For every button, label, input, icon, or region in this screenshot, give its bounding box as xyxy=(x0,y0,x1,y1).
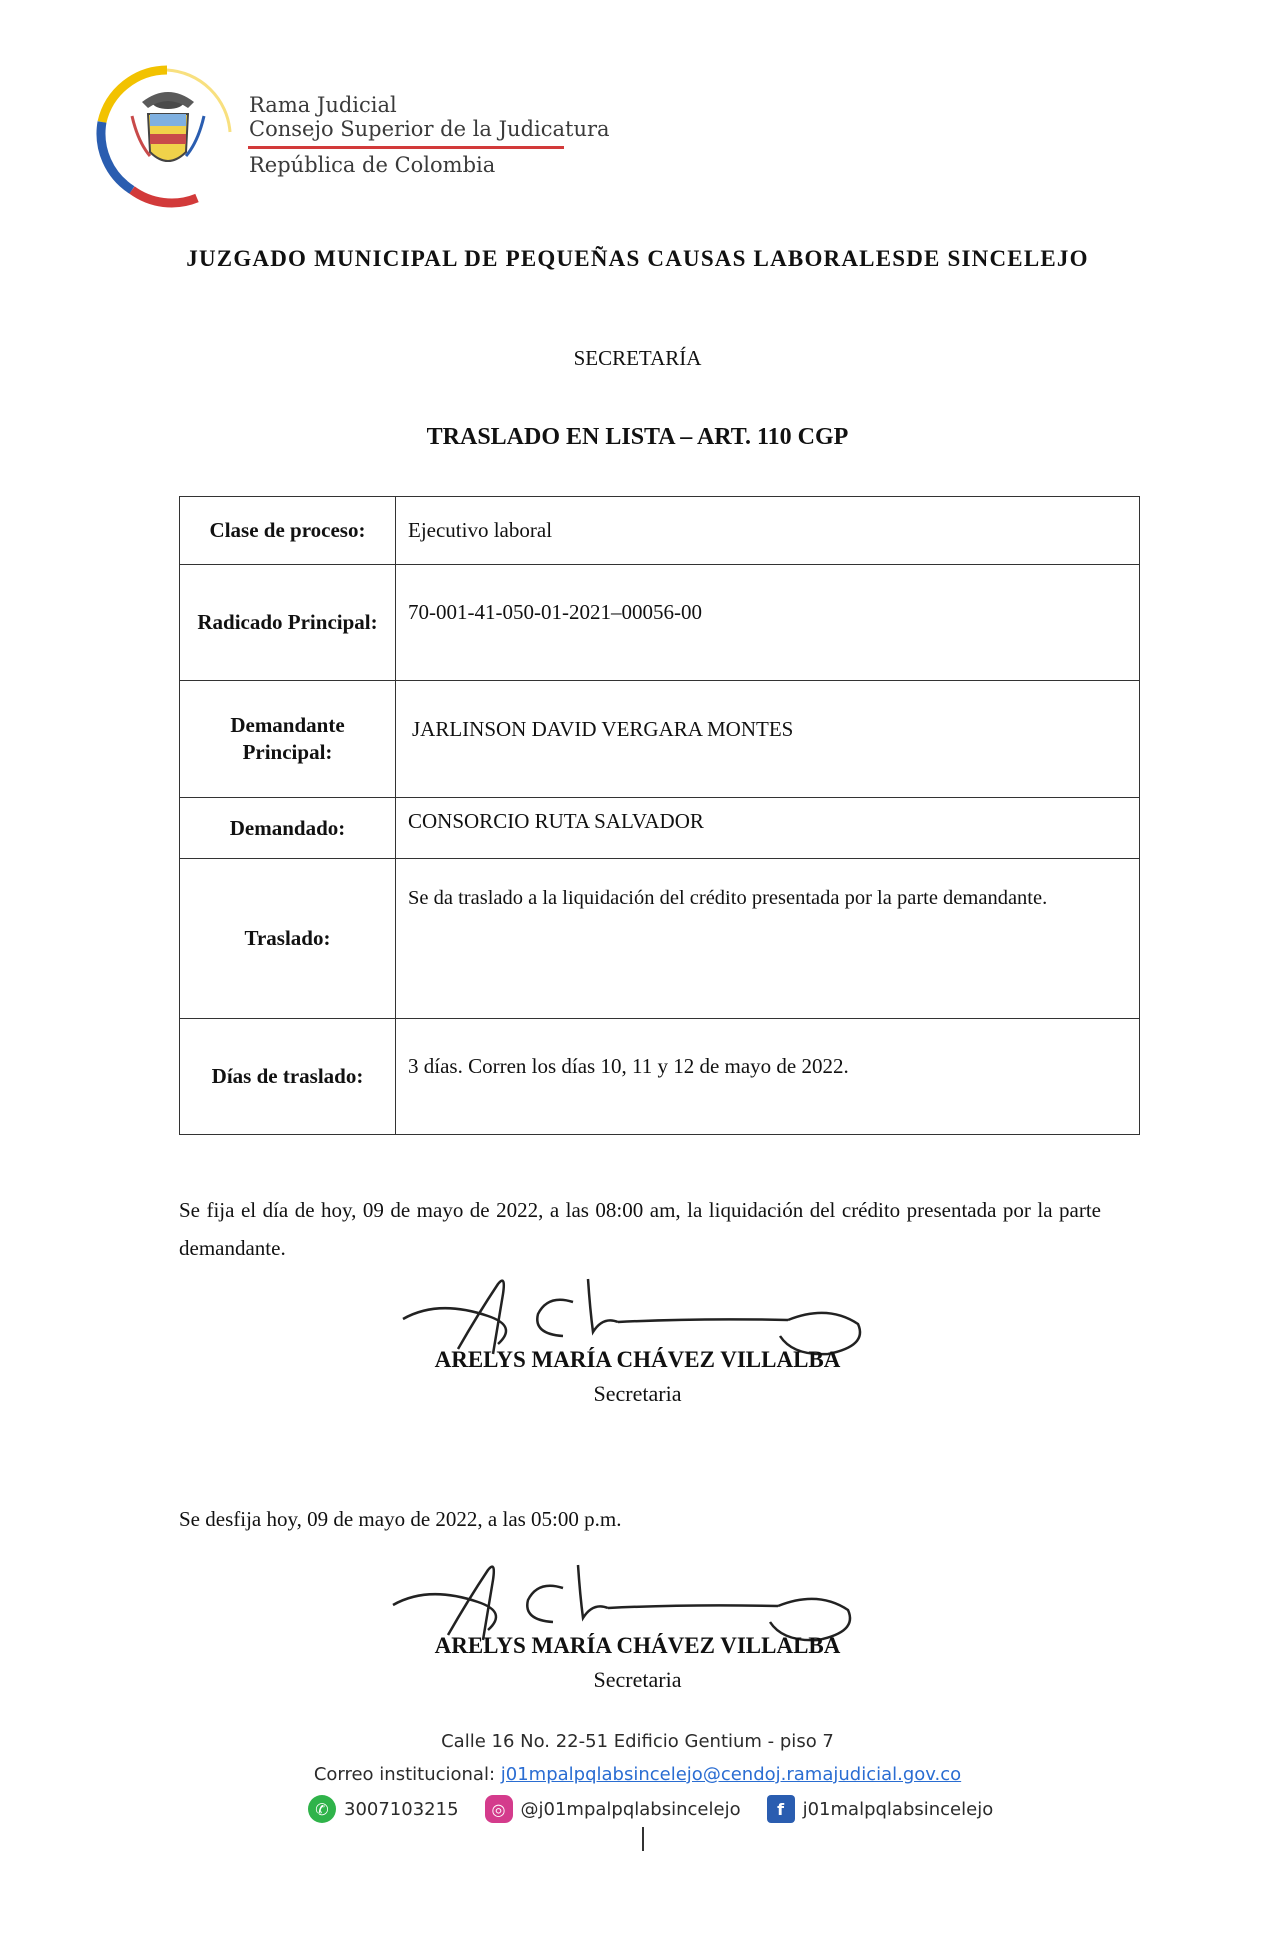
footer-whatsapp-number: 3007103215 xyxy=(344,1798,459,1820)
table-row xyxy=(180,859,1140,1019)
table-row xyxy=(180,1019,1140,1135)
document-title: TRASLADO EN LISTA – ART. 110 CGP xyxy=(426,424,849,450)
footer-email-label: Correo institucional: xyxy=(313,1764,496,1785)
value-text: JARLINSON DAVID VERGARA MONTES xyxy=(412,717,794,741)
row-label-demandado: Demandado: xyxy=(180,798,396,859)
text-cursor-mark xyxy=(642,1827,644,1851)
row-value-radicado xyxy=(396,565,1140,681)
row-value-dias xyxy=(396,1019,1140,1135)
value-text: Se da traslado a la liquidación del crédito presentada por la parte demandante. xyxy=(408,887,1048,909)
table-row xyxy=(180,798,1140,859)
row-value-traslado xyxy=(396,859,1140,1019)
row-value-clase xyxy=(396,497,1140,565)
row-label-dias: Días de traslado: xyxy=(180,1019,396,1135)
facebook-icon: f xyxy=(767,1795,795,1823)
value-text: Ejecutivo laboral xyxy=(408,518,553,542)
footer-address: Calle 16 No. 22-51 Edificio Gentium - piso 7 xyxy=(441,1731,834,1752)
case-details-table xyxy=(179,496,1140,1135)
logo-text-rama-judicial: Rama Judicial xyxy=(249,93,397,117)
signatory-name: ARELYS MARÍA CHÁVEZ VILLALBA xyxy=(434,1633,841,1658)
value-text: 70-001-41-050-01-2021–00056-00 xyxy=(408,600,702,624)
footer-email-line xyxy=(300,1764,975,1785)
value-text: CONSORCIO RUTA SALVADOR xyxy=(408,809,704,833)
row-label-clase: Clase de proceso: xyxy=(180,497,396,565)
court-name: JUZGADO MUNICIPAL DE PEQUEÑAS CAUSAS LABORALESDE SINCELEJO xyxy=(186,246,1089,271)
row-label-radicado: Radicado Principal: xyxy=(180,565,396,681)
desfijacion-paragraph: Se desfija hoy, 09 de mayo de 2022, a las 05:00 p.m. xyxy=(179,1507,622,1531)
whatsapp-icon: ✆ xyxy=(308,1795,336,1823)
signatory-role: Secretaria xyxy=(593,1667,682,1692)
logo-text-consejo: Consejo Superior de la Judicatura xyxy=(249,117,610,141)
row-label-traslado: Traslado: xyxy=(180,859,396,1019)
table-row xyxy=(180,497,1140,565)
rama-judicial-logo xyxy=(92,62,242,212)
footer-email-link[interactable]: j01mpalpqlabsincelejo@cendoj.ramajudicial.gov.co xyxy=(500,1764,962,1785)
footer-social-links xyxy=(308,1795,993,1823)
footer-instagram-handle: @j01mpalpqlabsincelejo xyxy=(520,1798,741,1820)
table-row xyxy=(180,565,1140,681)
row-label-demandante: Demandante Principal: xyxy=(180,681,396,798)
fijacion-paragraph: Se fija el día de hoy, 09 de mayo de 2022, a las 08:00 am, la liquidación del crédito presentada por la parte demandante. xyxy=(179,1198,1101,1260)
logo-divider xyxy=(248,146,564,149)
instagram-icon: ◎ xyxy=(485,1795,513,1823)
signatory-role: Secretaria xyxy=(593,1381,682,1406)
section-label: SECRETARÍA xyxy=(573,346,702,370)
table-row xyxy=(180,681,1140,798)
value-text: 3 días. Corren los días 10, 11 y 12 de mayo de 2022. xyxy=(408,1054,849,1078)
footer-facebook-handle: j01malpqlabsincelejo xyxy=(802,1798,994,1820)
row-value-demandante xyxy=(396,681,1140,798)
row-value-demandado xyxy=(396,798,1140,859)
signatory-name: ARELYS MARÍA CHÁVEZ VILLALBA xyxy=(434,1347,841,1372)
logo-text-republica: República de Colombia xyxy=(249,153,496,177)
